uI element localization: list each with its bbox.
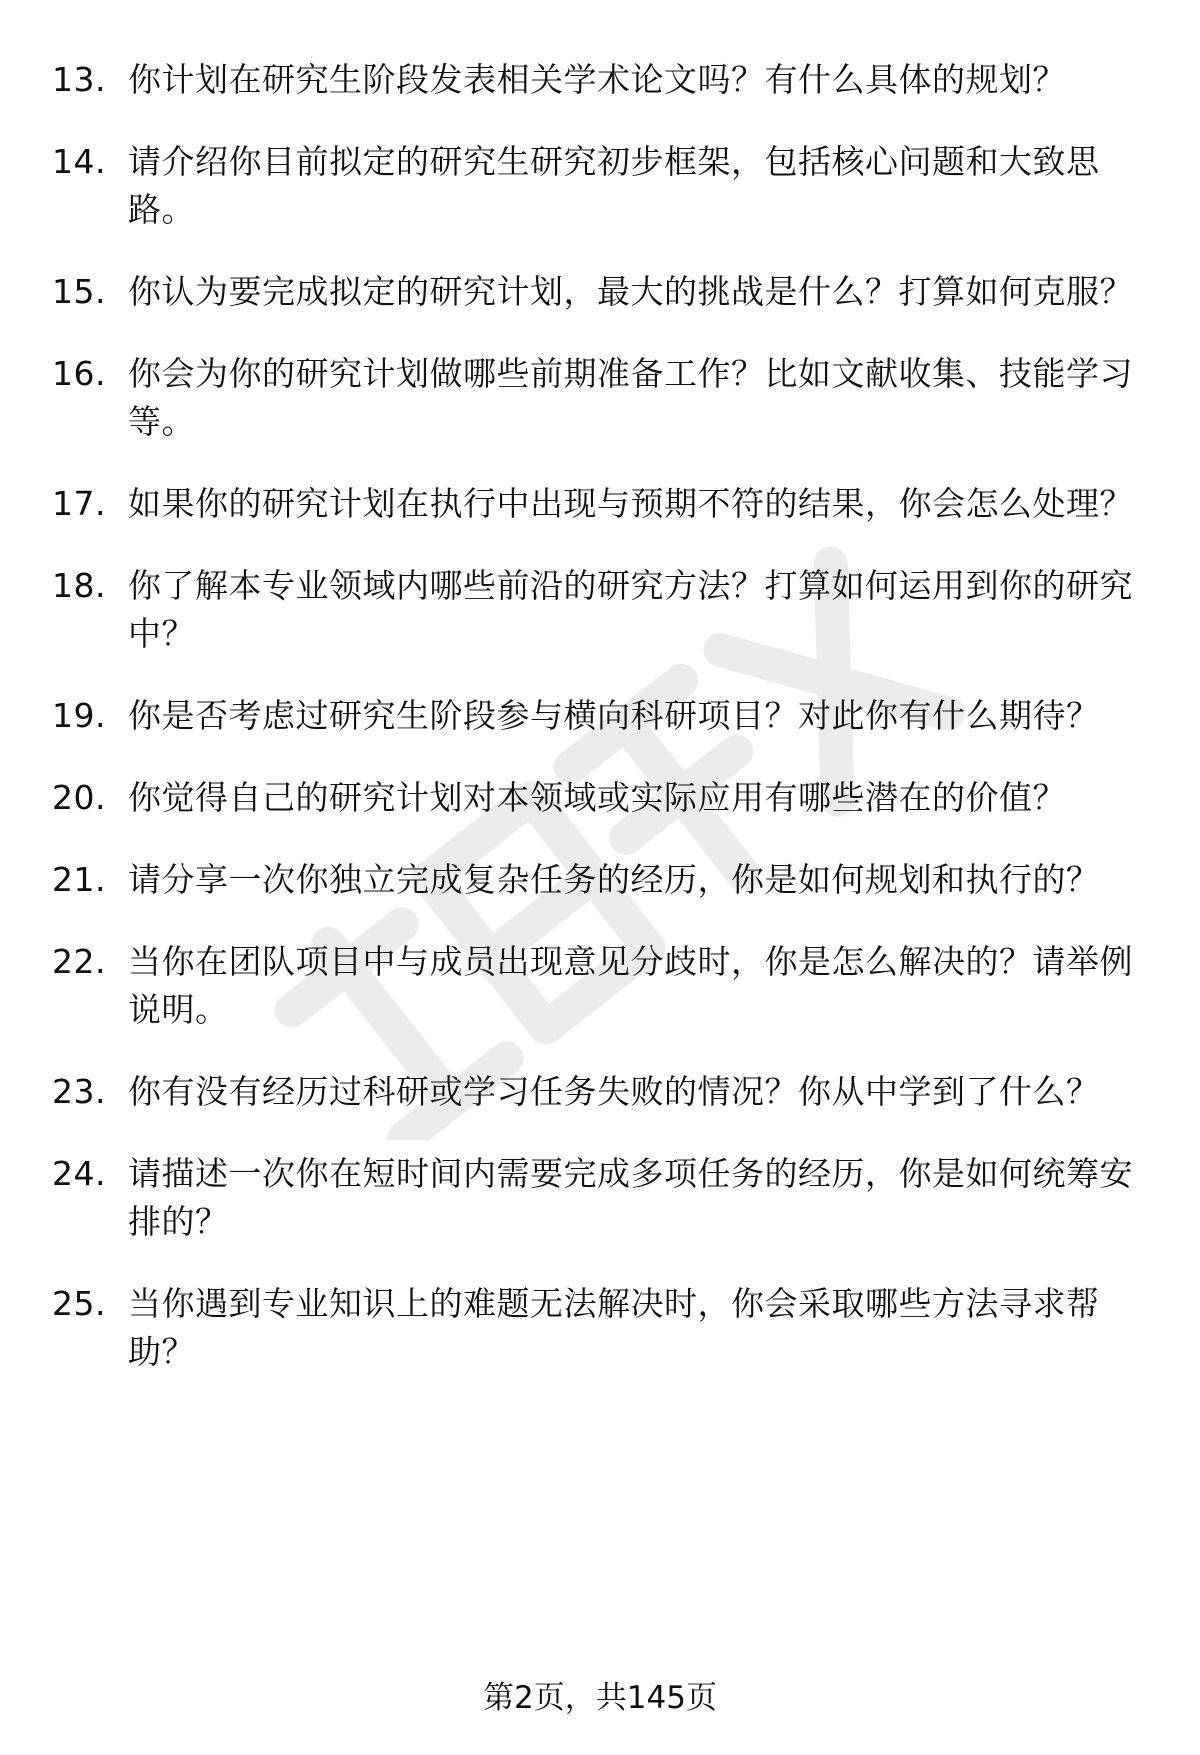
question-item-16: [52, 350, 1152, 446]
question-number: 20.: [52, 778, 106, 817]
page-number-label: 第2页，共145页: [483, 1680, 717, 1716]
question-number: 24.: [52, 1154, 106, 1193]
question-text: 当你在团队项目中与成员出现意见分歧时，你是怎么解决的？请举例说明。: [128, 942, 1133, 1029]
question-item-14: [52, 138, 1152, 234]
question-text: 请描述一次你在短时间内需要完成多项任务的经历，你是如何统筹安排的？: [128, 1154, 1133, 1241]
question-number: 22.: [52, 942, 106, 981]
question-item-20: [52, 774, 1152, 822]
question-number: 14.: [52, 142, 106, 181]
question-item-17: [52, 480, 1152, 528]
question-item-24: [52, 1150, 1152, 1246]
question-number: 16.: [52, 354, 106, 393]
question-text: 当你遇到专业知识上的难题无法解决时，你会采取哪些方法寻求帮助？: [128, 1284, 1100, 1371]
page-footer: [0, 1678, 1200, 1718]
question-number: 17.: [52, 484, 106, 523]
question-item-25: [52, 1280, 1152, 1376]
question-item-18: [52, 562, 1152, 658]
question-list: [52, 56, 1152, 1410]
question-item-15: [52, 268, 1152, 316]
question-item-13: [52, 56, 1152, 104]
question-item-22: [52, 938, 1152, 1034]
question-text: 你认为要完成拟定的研究计划，最大的挑战是什么？打算如何克服？: [128, 272, 1133, 311]
question-number: 18.: [52, 566, 106, 605]
question-text: 你计划在研究生阶段发表相关学术论文吗？有什么具体的规划？: [128, 60, 1066, 99]
question-number: 19.: [52, 696, 106, 735]
question-text: 你觉得自己的研究计划对本领域或实际应用有哪些潜在的价值？: [128, 778, 1066, 817]
question-number: 21.: [52, 860, 106, 899]
question-text: 请介绍你目前拟定的研究生研究初步框架，包括核心问题和大致思路。: [128, 142, 1100, 229]
question-number: 23.: [52, 1072, 106, 1111]
question-text: 你了解本专业领域内哪些前沿的研究方法？打算如何运用到你的研究中？: [128, 566, 1133, 653]
question-number: 25.: [52, 1284, 106, 1323]
question-item-23: [52, 1068, 1152, 1116]
question-text: 你会为你的研究计划做哪些前期准备工作？比如文献收集、技能学习等。: [128, 354, 1133, 441]
question-number: 15.: [52, 272, 106, 311]
question-text: 你是否考虑过研究生阶段参与横向科研项目？对此你有什么期待？: [128, 696, 1100, 735]
question-text: 请分享一次你独立完成复杂任务的经历，你是如何规划和执行的？: [128, 860, 1100, 899]
question-text: 如果你的研究计划在执行中出现与预期不符的结果，你会怎么处理？: [128, 484, 1133, 523]
question-number: 13.: [52, 60, 106, 99]
question-item-21: [52, 856, 1152, 904]
question-text: 你有没有经历过科研或学习任务失败的情况？你从中学到了什么？: [128, 1072, 1100, 1111]
question-item-19: [52, 692, 1152, 740]
